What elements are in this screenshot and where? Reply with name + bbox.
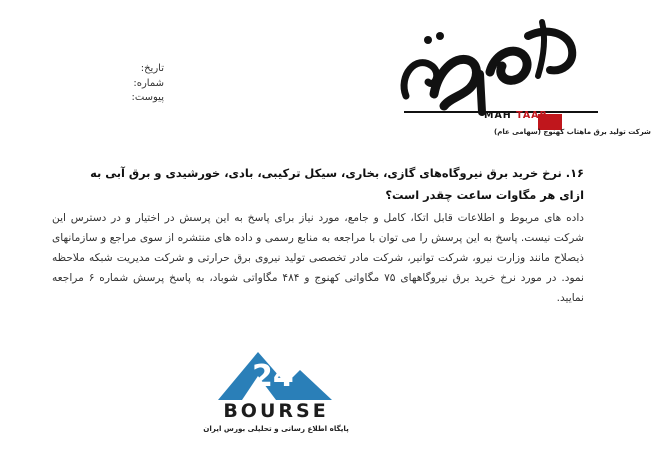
mahtaab-latin-part1: MAH	[484, 110, 512, 121]
mahtaab-company-name: شرکت تولید برق ماهتاب کهنوج (سهامی عام)	[494, 128, 651, 136]
bourse-subtitle: پایگاه اطلاع رسانی و تحلیلی بورس ایران	[203, 424, 349, 433]
bourse-logo	[196, 342, 356, 442]
bourse-mark-number: 24	[252, 359, 294, 394]
answer-paragraph: داده های مربوط و اطلاعات قابل اتکا، کامل و جامع، مورد نیاز برای پاسخ به این پرسش در اختیار و در دسترس این شرکت نیست. پاسخ به این پرسش را می توان با مراجعه به منابع رسمی و داده های منتشره از سوی مراجع و سازمانهای ذیصلاح مانند وزارت نیرو، شرکت توانیر، شرکت مادر تخصصی تولید نیروی برق حرارتی و شرکت مدیریت شبکه ملاحظه نمود. در مورد نرخ خرید برق نیروگاههای ۷۵ مگاواتی کهنوج و ۴۸۴ مگاواتی شوباد، به پاسخ پرسش شماره ۶ مراجعه نمایید.	[52, 212, 584, 304]
mahtaab-latin-wordmark	[484, 110, 548, 121]
mahtaab-logo	[398, 16, 651, 146]
mahtaab-latin-part2: TAAB	[516, 110, 548, 121]
date-label: تاریخ:	[140, 63, 164, 74]
bourse-mountain-icon	[196, 342, 356, 402]
mahtaab-calligraphy-icon	[398, 16, 608, 146]
question-text: ۱۶. نرخ خرید برق نیروگاه‌های گازی، بخاری، سیکل ترکیبی، بادی، خورشیدی و برق آبی به ازای هر مگاوات ساعت چقدر است؟	[90, 166, 584, 202]
letter-meta	[104, 62, 164, 106]
attachment-label: پیوست:	[131, 92, 164, 103]
number-label: شماره:	[133, 77, 164, 89]
bourse-wordmark: BOURSE	[223, 400, 329, 422]
